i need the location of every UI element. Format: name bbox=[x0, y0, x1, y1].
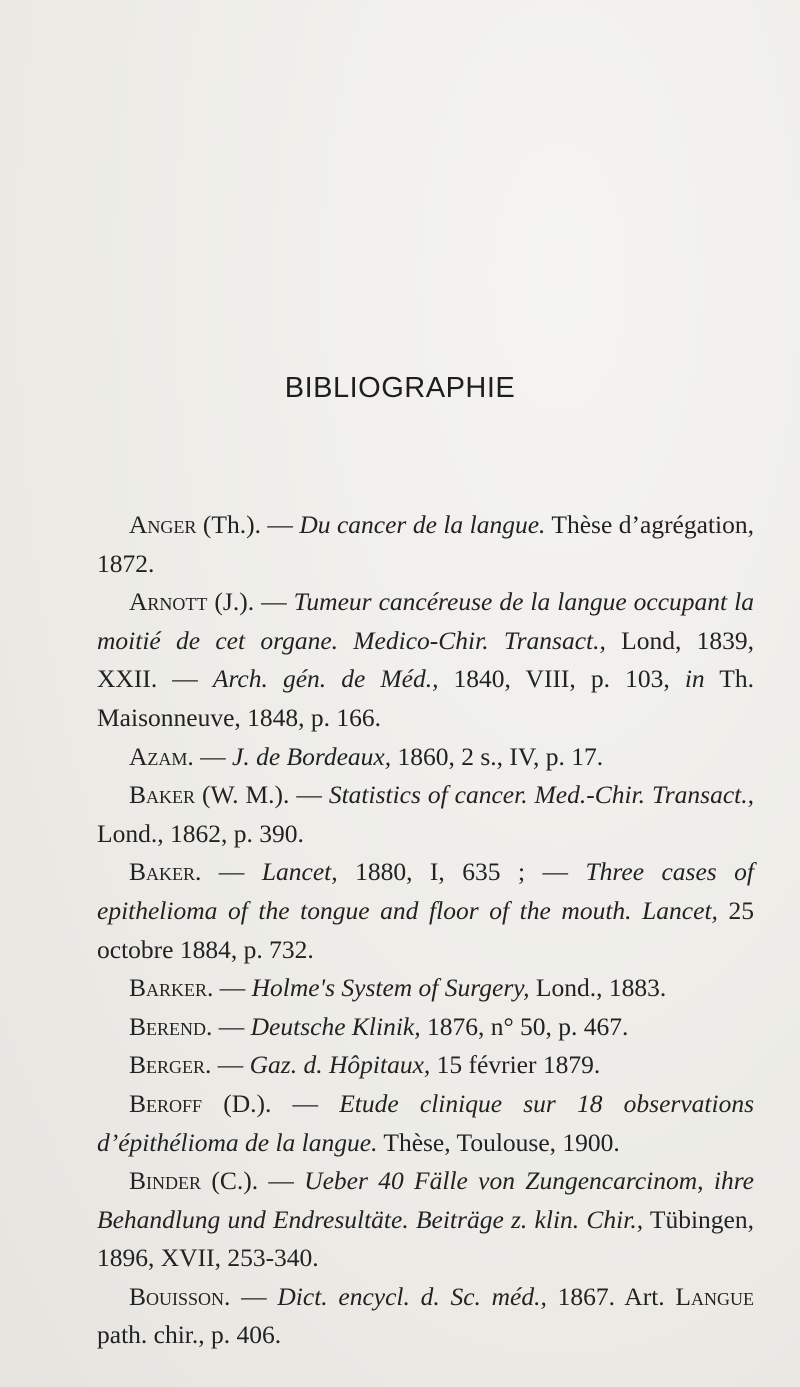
bibliography-list bbox=[97, 506, 754, 1355]
entry-text: Lond., 1883. bbox=[529, 973, 667, 1003]
bibliography-entry bbox=[97, 1278, 754, 1355]
entry-author: Barker. bbox=[129, 973, 214, 1003]
entry-text: — bbox=[230, 1281, 278, 1311]
entry-author: Beroff bbox=[129, 1088, 203, 1118]
entry-text: (J.). — bbox=[207, 587, 294, 617]
entry-text: 1840, VIII, p. 103, bbox=[438, 664, 685, 694]
entry-title: in bbox=[684, 664, 705, 694]
entry-title: Du cancer de la langue. bbox=[299, 510, 546, 539]
entry-text: — bbox=[193, 741, 233, 771]
entry-title: Ueber 40 Fälle von Zungencarcinom, ihre Behandlung und Endresultäte. Beiträge z. klin. Chir., bbox=[97, 1166, 754, 1234]
entry-title: Arch. gén. de Méd., bbox=[212, 664, 439, 694]
bibliography-entry bbox=[97, 738, 754, 777]
bibliography-entry bbox=[97, 1008, 754, 1047]
entry-text: Thèse d’agrégation, 1872. bbox=[97, 510, 754, 578]
entry-author: Langue bbox=[675, 1281, 754, 1311]
entry-author: Bouisson. bbox=[129, 1281, 231, 1311]
entry-title: Gaz. d. Hôpitaux, bbox=[249, 1050, 431, 1080]
entry-text: 1876, n° 50, p. 467. bbox=[420, 1011, 629, 1041]
bibliography-entry bbox=[97, 853, 754, 969]
entry-title: Holme's System of Surgery, bbox=[251, 973, 530, 1003]
bibliography-entry bbox=[97, 969, 754, 1008]
entry-title: Statistics of cancer. Med.-Chir. Transact., bbox=[328, 780, 754, 810]
entry-text: (D.). — bbox=[202, 1088, 340, 1118]
bibliography-entry bbox=[97, 506, 754, 583]
entry-text: Thèse, Toulouse, 1900. bbox=[377, 1127, 620, 1157]
entry-title: Tumeur cancéreuse de la langue occupant la moitié de cet organe. Medico-Chir. Transact., bbox=[97, 587, 754, 655]
entry-text: (C.). — bbox=[201, 1166, 305, 1196]
bibliography-entry bbox=[97, 1085, 754, 1162]
entry-author: Baker. bbox=[129, 857, 202, 887]
entry-text: 1867. Art. bbox=[546, 1281, 676, 1311]
entry-text: — bbox=[213, 973, 252, 1003]
entry-text: Lond, 1839, XXII. — bbox=[97, 625, 755, 694]
entry-author: Azam. bbox=[129, 741, 194, 771]
entry-author: Anger bbox=[129, 510, 197, 539]
bibliography-entry bbox=[97, 583, 754, 737]
entry-title: Lancet, bbox=[261, 857, 338, 887]
entry-text: (W. M.). — bbox=[195, 780, 329, 810]
entry-author: Arnott bbox=[129, 587, 208, 617]
entry-text: path. chir., p. 406. bbox=[97, 1320, 282, 1350]
entry-text: — bbox=[212, 1011, 251, 1041]
entry-author: Baker bbox=[129, 780, 196, 810]
bibliography-entry bbox=[97, 1162, 754, 1278]
entry-title: Etude clinique sur 18 observations d’épithélioma de la langue. bbox=[97, 1088, 755, 1157]
entry-text: — bbox=[201, 857, 262, 887]
entry-author: Binder bbox=[129, 1166, 202, 1196]
entry-author: Berger. bbox=[129, 1050, 212, 1080]
entry-title: Deutsche Klinik, bbox=[250, 1011, 421, 1041]
entry-text: 15 février 1879. bbox=[430, 1050, 601, 1080]
entry-text: 25 octobre 1884, p. 732. bbox=[97, 895, 755, 964]
page-title: BIBLIOGRAPHIE bbox=[284, 372, 516, 404]
entry-text: 1860, 2 s., IV, p. 17. bbox=[391, 741, 604, 771]
entry-text: 1880, I, 635 ; — bbox=[337, 857, 586, 887]
entry-text: (Th.). — bbox=[196, 510, 300, 539]
entry-text: Tübingen, 1896, XVII, 253-340. bbox=[97, 1204, 754, 1273]
bibliography-entry bbox=[97, 776, 754, 853]
entry-text: Th. Maisonneuve, 1848, p. 166. bbox=[97, 664, 754, 732]
entry-text: — bbox=[211, 1050, 250, 1080]
entry-author: Berend. bbox=[129, 1011, 213, 1041]
entry-title: J. de Bordeaux, bbox=[232, 741, 392, 771]
entry-title: Three cases of epithelioma of the tongue and floor of the mouth. Lancet, bbox=[97, 857, 755, 925]
entry-text: Lond., 1862, p. 390. bbox=[97, 818, 304, 848]
entry-title: Dict. encycl. d. Sc. méd., bbox=[277, 1281, 547, 1311]
bibliography-entry bbox=[97, 1046, 754, 1085]
